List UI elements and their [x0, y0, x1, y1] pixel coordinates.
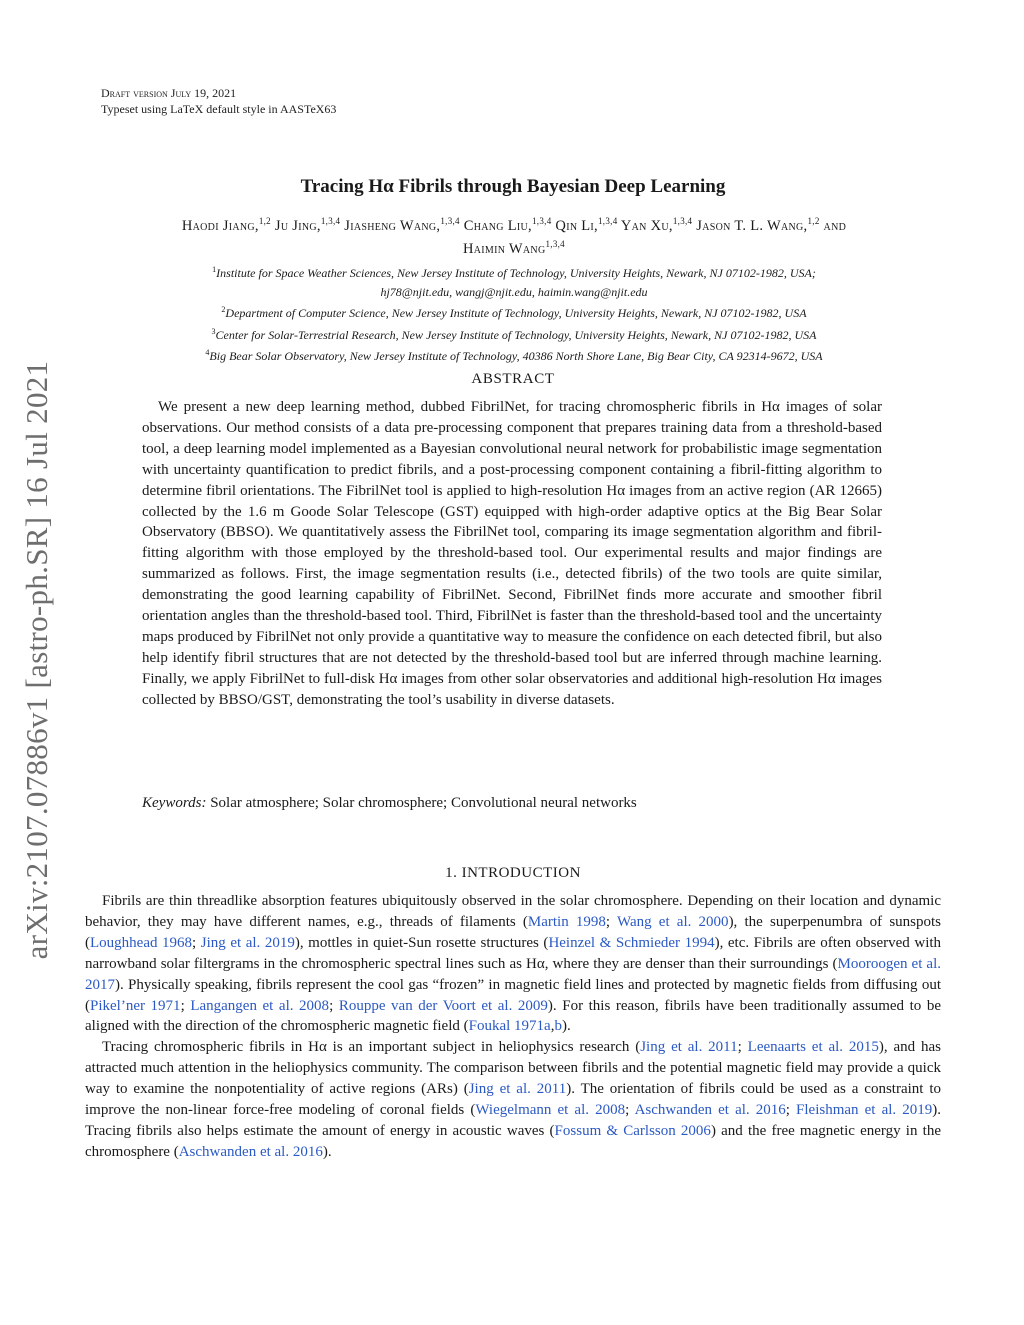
- keywords-list: Solar atmosphere; Solar chromosphere; Convolutional neural networks: [206, 795, 637, 811]
- paragraph-text: ;: [605, 913, 617, 930]
- citation-link[interactable]: Fleishman et al. 2019: [796, 1102, 933, 1119]
- paragraph-text: ;: [625, 1102, 635, 1119]
- citation-link[interactable]: Martin 1998: [527, 913, 606, 930]
- paragraph-text: ). The orientation of fibrils could be used as a constraint to improve the non-linear force-free modeling of coronal fields (: [85, 1081, 941, 1119]
- paragraph-text: ), mottles in quiet-Sun rosette structures (: [294, 934, 549, 951]
- introduction-body: [85, 891, 941, 1163]
- affiliation-2: $^2$Department of Computer Science, New Jersey Institute of Technology, University Heights, Newark, NJ 07102-1982, USA: [221, 305, 807, 321]
- intro-paragraph-1: [85, 891, 941, 1037]
- paragraph-text: ;: [329, 997, 339, 1014]
- citation-link[interactable]: Rouppe van der Voort et al. 2009: [338, 997, 548, 1014]
- citation-link[interactable]: Heinzel & Schmieder 1994: [548, 934, 715, 951]
- citation-link[interactable]: Loughhead 1968: [90, 934, 193, 951]
- citation-link[interactable]: Jing et al. 2019: [200, 934, 295, 951]
- arxiv-identifier: arXiv:2107.07886v1 [astro-ph.SR] 16 Jul 2021: [19, 360, 54, 960]
- citation-link[interactable]: Langangen et al. 2008: [190, 997, 330, 1014]
- author-list: Haodi Jiang,$^{1,2}$ Ju Jing,$^{1,3,4}$ Jiasheng Wang,$^{1,3,4}$ Chang Liu,$^{1,3,4}$ Qin Li,$^{1,3,4}$ Yan Xu,$^{1,3,4}$ Jason T. L. Wang,$^{1,2}$ and Haimin Wang$^{1,3,4}$: [181, 216, 847, 257]
- arxiv-sidebar: [0, 0, 74, 1325]
- paragraph-text: ;: [785, 1102, 797, 1119]
- affiliation-3: $^3$Center for Solar-Terrestrial Research, New Jersey Institute of Technology, University Heights, Newark, NJ 07102-1982, USA: [211, 326, 817, 342]
- citation-link[interactable]: Leenaarts et al. 2015: [747, 1039, 879, 1056]
- paragraph-text: ).: [561, 1018, 571, 1035]
- citation-link[interactable]: Mooroogen et al. 2017: [85, 955, 942, 993]
- citation-link[interactable]: Wang et al. 2000: [617, 913, 729, 930]
- paragraph-text: ;: [180, 997, 191, 1014]
- intro-paragraph-2: [85, 1037, 941, 1162]
- citation-link[interactable]: Pikel’ner 1971: [90, 997, 181, 1014]
- paper-title: Tracing Hα Fibrils through Bayesian Deep Learning: [300, 176, 726, 197]
- paragraph-text: ), the superpenumbra of sunspots (: [85, 913, 942, 951]
- paragraph-text: ). Physically speaking, fibrils represent the cool gas “frozen” in magnetic field lines and protected by magnetic fields from diffusing out (: [85, 976, 941, 1014]
- keywords: [142, 795, 882, 812]
- affiliation-4: $^4$Big Bear Solar Observatory, New Jersey Institute of Technology, 40386 North Shore Lane, Big Bear City, CA 92314-9672, USA: [205, 348, 823, 364]
- citation-link[interactable]: Wiegelmann et al. 2008: [475, 1102, 626, 1119]
- paragraph-text: ).: [322, 1143, 332, 1160]
- paragraph-text: ). Tracing fibrils also helps estimate the amount of energy in acoustic waves (: [85, 1102, 942, 1139]
- citation-link[interactable]: Fossum & Carlsson 2006: [554, 1122, 711, 1139]
- citation-link[interactable]: Jing et al. 2011: [468, 1081, 567, 1098]
- paragraph-text: ) and the free magnetic energy in the chromosphere (: [85, 1122, 941, 1160]
- affiliation-emails: hj78@njit.edu, wangj@njit.edu, haimin.wang@njit.edu: [380, 284, 648, 299]
- abstract-text: We present a new deep learning method, dubbed FibrilNet, for tracing chromospheric fibrils in Hα images of solar observations. Our method consists of a data pre-processing component that prepares training data from a threshold-based tool, a deep learning model implemented as a Bayesian convolutional neural network for probabilistic image segmentation with uncertainty quantification to predict fibrils, and a post-processing component containing a fibril-fitting algorithm to determine fibril orientations. The FibrilNet tool is applied to high-resolution Hα images from an active region (AR 12665) collected by the 1.6 m Goode Solar Telescope (GST) equipped with high-order adaptive optics at the Big Bear Solar Observatory (BBSO). We quantitatively assess the FibrilNet tool, comparing its image segmentation algorithm and fibril-fitting algorithm with those employed by the threshold-based tool. Our experimental results and major findings are summarized as follows. First, the image segmentation results (i.e., detected fibrils) of the two tools are quite similar, demonstrating the good learning capability of FibrilNet. Second, FibrilNet finds more accurate and smoother fibril orientation angles than the threshold-based tool. Third, FibrilNet is faster than the threshold-based tool and the uncertainty maps produced by FibrilNet not only provide a quantitative way to measure the confidence on each detected fibril, but also help identify fibril structures that are not detected by the threshold-based tool but are inferred through machine learning. Finally, we apply FibrilNet to full-disk Hα images from other solar observatories and additional high-resolution Hα images collected by BBSO/GST, demonstrating the tool’s usability in diverse datasets.: [142, 399, 882, 708]
- paragraph-text: Tracing chromospheric fibrils in Hα is an important subject in heliophysics research (: [102, 1039, 641, 1056]
- typeset-note: Typeset using LaTeX default style in AASTeX63: [101, 102, 337, 116]
- draft-version: Draft version July 19, 2021: [101, 86, 237, 100]
- paragraph-text: ;: [192, 934, 201, 951]
- citation-link[interactable]: Aschwanden et al. 2016: [178, 1143, 323, 1160]
- paragraph-text: ), etc. Fibrils are often observed with narrowband solar filtergrams in the chromospheric spectral lines such as Hα, where they are denser than their surroundings (: [85, 934, 942, 972]
- citation-link[interactable]: Jing et al. 2011: [640, 1039, 738, 1056]
- paragraph-text: ). For this reason, fibrils have been traditionally assumed to be aligned with the direction of the chromospheric magnetic field (: [85, 997, 942, 1035]
- keywords-label: Keywords:: [142, 795, 207, 811]
- section-heading-introduction: 1. INTRODUCTION: [445, 865, 581, 881]
- affiliation-1: $^1$Institute for Space Weather Sciences, New Jersey Institute of Technology, University Heights, Newark, NJ 07102-1982, USA;: [212, 265, 816, 280]
- citation-link[interactable]: b: [554, 1018, 562, 1035]
- paragraph-text: ;: [737, 1039, 748, 1056]
- citation-link[interactable]: Foukal 1971a: [468, 1018, 551, 1035]
- paragraph-text: ), and has attracted much attention in the heliophysics community. The comparison between fibrils and the potential magnetic field may provide a quick way to examine the nonpotentiality of active regions (ARs) (: [85, 1039, 942, 1098]
- paragraph-text: ,: [550, 1018, 555, 1035]
- affiliations: [84, 261, 944, 366]
- citation-link[interactable]: Aschwanden et al. 2016: [634, 1102, 786, 1119]
- header-note: [101, 85, 336, 117]
- paragraph-text: Fibrils are thin threadlike absorption features ubiquitously observed in the solar chromosphere. Depending on their location and dynamic behavior, they may have different names, e.g., threads of filaments (: [85, 893, 941, 930]
- abstract-heading: ABSTRACT: [471, 371, 555, 387]
